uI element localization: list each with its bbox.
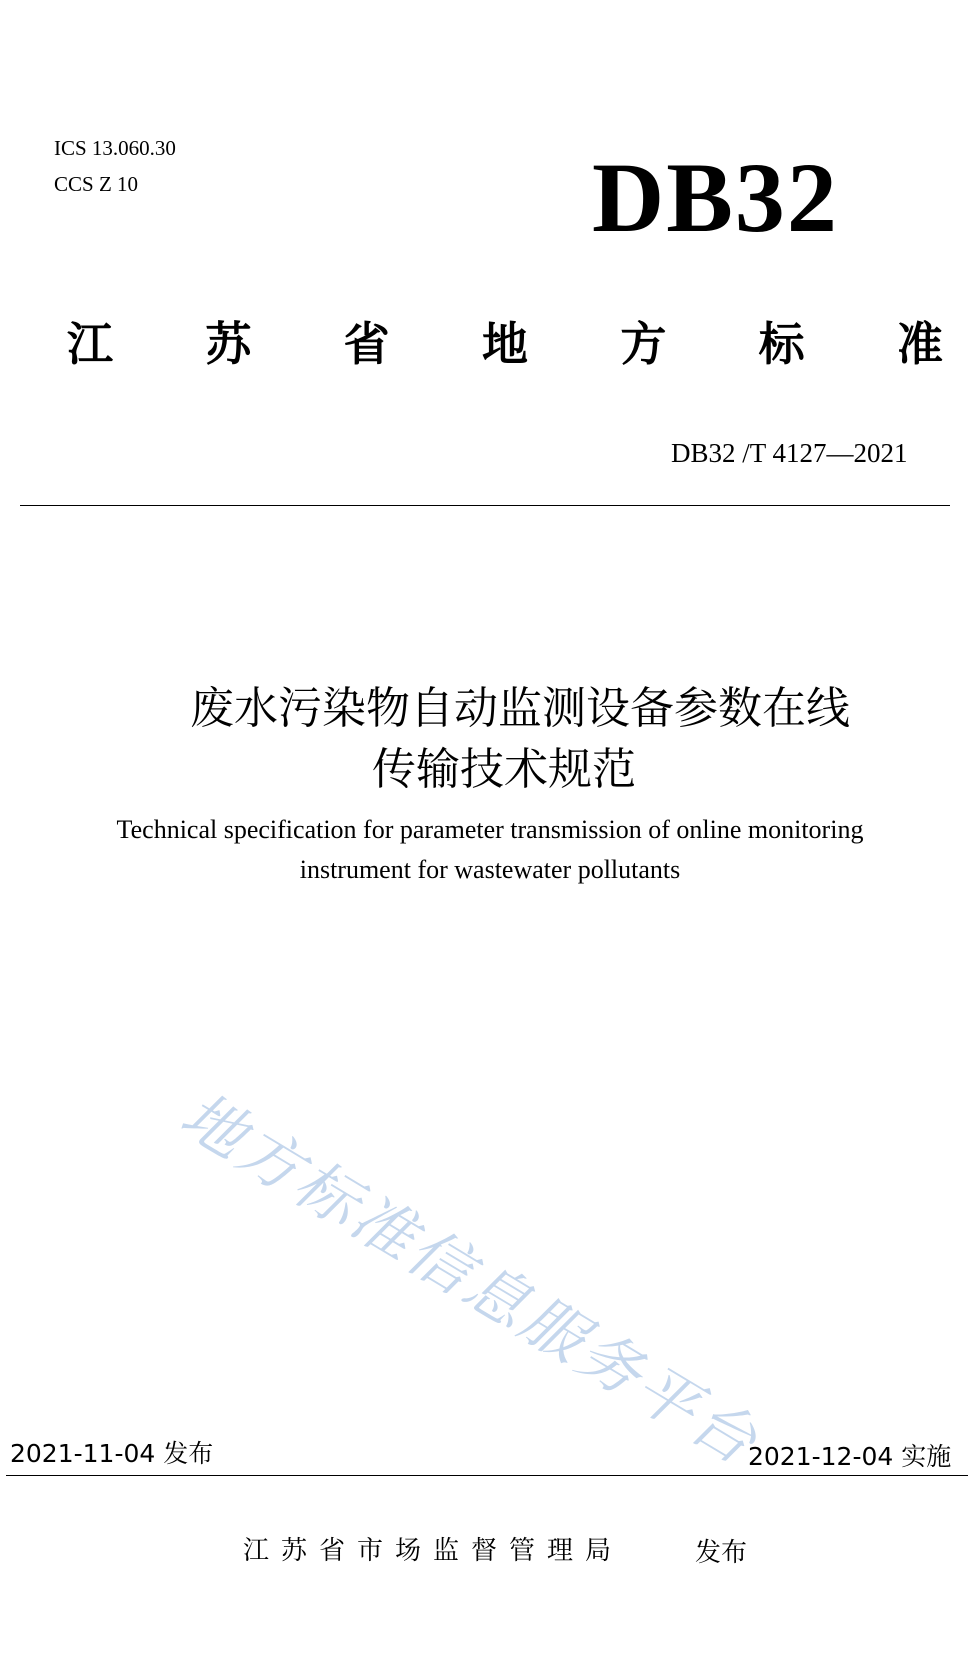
db-logo: DB32 [592, 142, 839, 253]
standard-type-char: 江 [67, 317, 113, 371]
standard-type-char: 苏 [205, 317, 252, 371]
standard-type-char: 标 [758, 317, 805, 371]
standard-type-char: 地 [481, 317, 528, 371]
title-zh-line2: 传输技术规范 [372, 744, 636, 795]
ccs-code: CCS Z 10 [54, 172, 139, 196]
standard-type-char: 方 [620, 317, 667, 371]
title-en-line1: Technical specification for parameter transmission of online monitoring [116, 815, 864, 844]
top-divider [20, 505, 950, 506]
publisher-name: 江苏省市场监督管理局 [243, 1536, 624, 1566]
standard-type-char: 省 [343, 317, 390, 371]
issue-date: 2021-11-04 发布 [10, 1439, 214, 1468]
publish-label: 发布 [695, 1538, 748, 1568]
title-zh-line1: 废水污染物自动监测设备参数在线 [190, 683, 850, 734]
implementation-date: 2021-12-04 实施 [748, 1442, 952, 1471]
standard-type [60, 308, 950, 374]
title-en-line2: instrument for wastewater pollutants [299, 855, 681, 884]
ics-code: ICS 13.060.30 [54, 136, 176, 160]
standard-type-char: 准 [896, 317, 943, 371]
standard-number: DB32 /T 4127—2021 [671, 438, 908, 468]
watermark: 地方标准信息服务平台 [168, 1077, 772, 1481]
bottom-divider [6, 1475, 968, 1476]
